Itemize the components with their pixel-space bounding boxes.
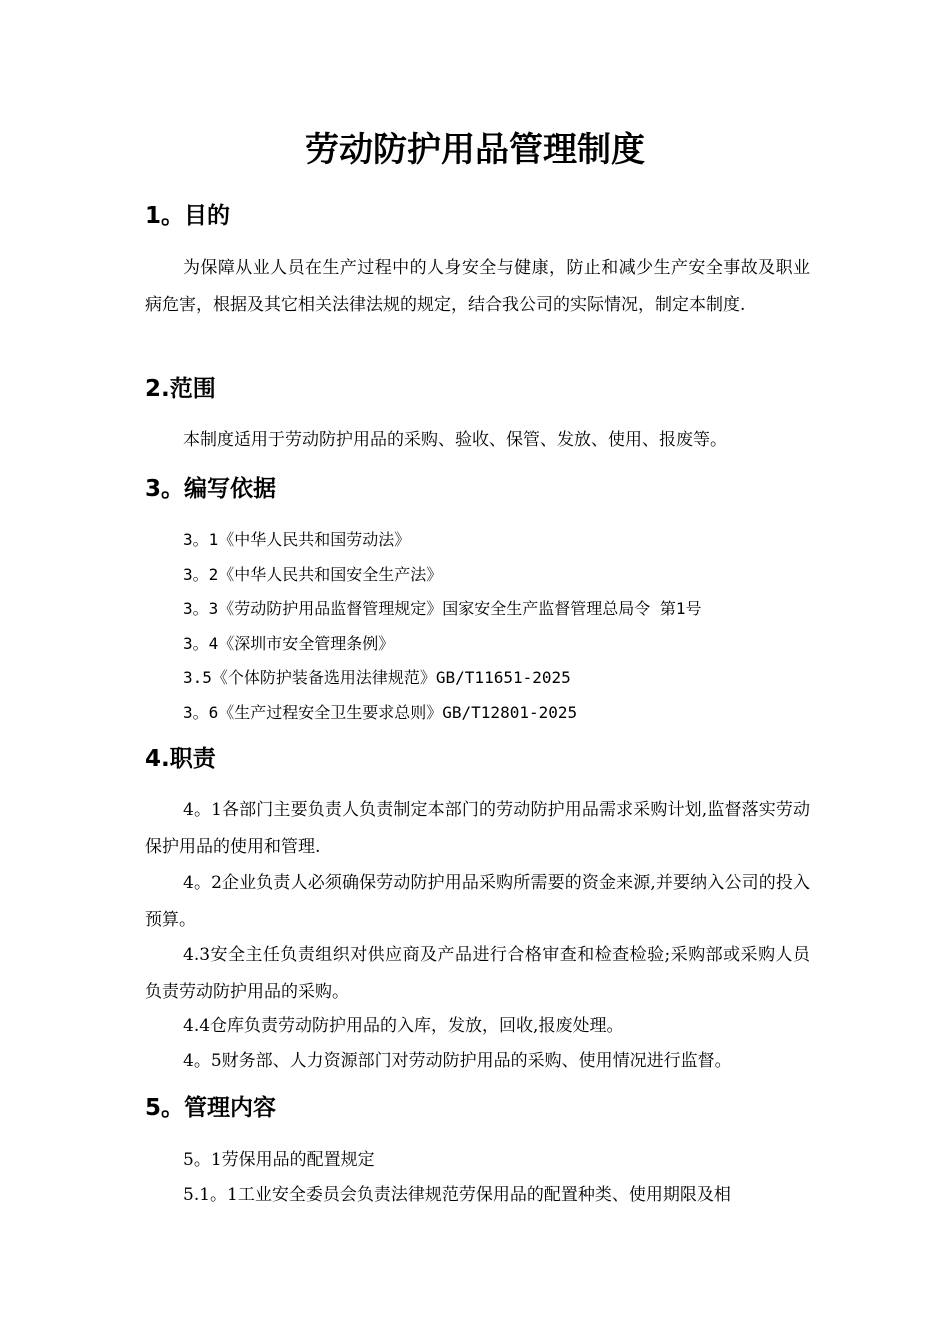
duties-paragraph: 4。2企业负责人必须确保劳动防护用品采购所需要的资金来源,并要纳入公司的投入预算。 bbox=[145, 873, 810, 930]
section-heading-management: 5。管理内容 bbox=[145, 1095, 277, 1121]
basis-list-item: 3。3《劳动防护用品监督管理规定》国家安全生产监督管理总局令 第1号 bbox=[183, 599, 702, 618]
section-heading-duties: 4.职责 bbox=[145, 746, 216, 772]
section-heading-purpose: 1。目的 bbox=[145, 203, 231, 229]
section-heading-basis: 3。编写依据 bbox=[145, 476, 277, 502]
management-paragraph: 5。1劳保用品的配置规定 bbox=[183, 1150, 375, 1170]
duties-paragraph: 4。1各部门主要负责人负责制定本部门的劳动防护用品需求采购计划,监督落实劳动保护用品的使用和管理. bbox=[145, 800, 810, 857]
section-heading-scope: 2.范围 bbox=[145, 376, 216, 402]
management-paragraph: 5.1。1工业安全委员会负责法律规范劳保用品的配置种类、使用期限及相 bbox=[183, 1185, 731, 1205]
basis-list-item: 3。6《生产过程安全卫生要求总则》GB/T12801-2025 bbox=[183, 703, 578, 722]
section-body-purpose: 为保障从业人员在生产过程中的人身安全与健康，防止和减少生产安全事故及职业病危害，根据及其它相关法律法规的规定，结合我公司的实际情况，制定本制度. bbox=[145, 258, 810, 315]
basis-list-item: 3。2《中华人民共和国安全生产法》 bbox=[183, 565, 443, 584]
basis-list-item: 3。4《深圳市安全管理条例》 bbox=[183, 634, 395, 653]
basis-list-item: 3.5《个体防护装备选用法律规范》GB/T11651-2025 bbox=[183, 668, 571, 687]
duties-paragraph: 4.4仓库负责劳动防护用品的入库，发放，回收,报废处理。 bbox=[183, 1016, 624, 1036]
duties-paragraph: 4.3安全主任负责组织对供应商及产品进行合格审查和检查检验;采购部或采购人员负责劳动防护用品的采购。 bbox=[145, 945, 810, 1002]
section-body-scope: 本制度适用于劳动防护用品的采购、验收、保管、发放、使用、报废等。 bbox=[183, 430, 727, 450]
basis-list-item: 3。1《中华人民共和国劳动法》 bbox=[183, 530, 411, 549]
duties-paragraph: 4。5财务部、人力资源部门对劳动防护用品的采购、使用情况进行监督。 bbox=[183, 1051, 732, 1071]
document-title: 劳动防护用品管理制度 bbox=[305, 130, 645, 170]
